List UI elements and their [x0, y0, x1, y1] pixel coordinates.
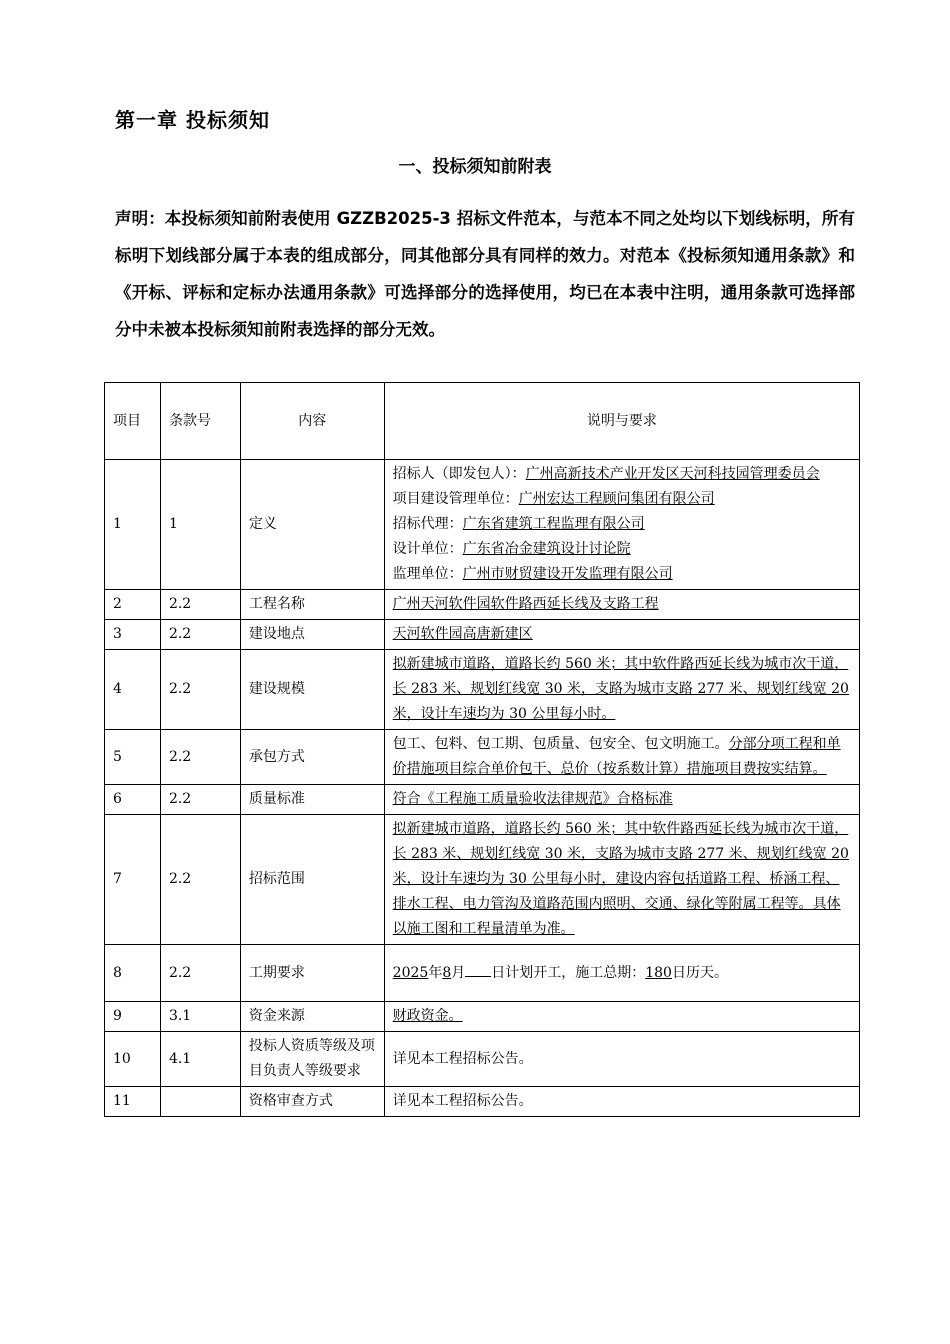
definition-value: 广东省建筑工程监理有限公司 — [462, 516, 645, 532]
table-row — [105, 815, 860, 945]
start-text: 日计划开工，施工总期： — [491, 964, 646, 981]
cell-content: 质量标准 — [240, 785, 384, 815]
table-row — [105, 1087, 860, 1117]
cell-item: 10 — [105, 1032, 161, 1087]
definition-label: 设计单位： — [392, 541, 463, 557]
definition-value: 广州高新技术产业开发区天河科技园管理委员会 — [525, 466, 820, 482]
description-text: 符合《工程施工质量验收法律规范》合格标准 — [392, 791, 673, 807]
cell-item: 3 — [105, 620, 161, 650]
description-text: 天河软件园高唐新建区 — [392, 626, 533, 642]
cell-item: 4 — [105, 650, 161, 730]
year-text: 年 — [428, 964, 443, 981]
header-clause: 条款号 — [160, 383, 240, 460]
start-year: 2025 — [392, 964, 429, 981]
cell-item: 7 — [105, 815, 161, 945]
cell-content: 工期要求 — [240, 945, 384, 1002]
cell-item: 1 — [105, 460, 161, 590]
cell-description — [384, 460, 859, 590]
description-text: 详见本工程招标公告。 — [392, 1093, 533, 1109]
definition-value: 广东省冶金建筑设计讨论院 — [462, 541, 631, 557]
cell-description — [384, 650, 859, 730]
table-row — [105, 460, 860, 590]
description-text: 拟新建城市道路，道路长约 560 米；其中软件路西延长线为城市次干道，长 283 米、规划红线宽 30 米，支路为城市支路 277 米、规划红线宽 20 米，设计车速均为 30 公里每小时，建设内容包括道路工程、桥涵工程、排水工程、电力管沟及道路范围内照明、交通、绿化等附属工程等。具体以施工图和工程量清单为准。 — [392, 821, 849, 937]
chapter-title: 第一章 投标须知 — [115, 108, 270, 132]
table-row — [105, 730, 860, 785]
appendix-table — [104, 382, 860, 1117]
cell-clause: 3.1 — [160, 1002, 240, 1032]
cell-content: 资金来源 — [240, 1002, 384, 1032]
definition-label: 招标代理： — [392, 516, 463, 532]
description-text: 财政资金。 — [392, 1008, 463, 1024]
cell-description — [384, 785, 859, 815]
cell-clause: 2.2 — [160, 815, 240, 945]
table-header-row — [105, 383, 860, 460]
cell-item: 6 — [105, 785, 161, 815]
cell-description — [384, 1002, 859, 1032]
cell-clause: 2.2 — [160, 730, 240, 785]
cell-description — [384, 1087, 859, 1117]
description-text: 拟新建城市道路，道路长约 560 米；其中软件路西延长线为城市次干道，长 283 米、规划红线宽 30 米，支路为城市支路 277 米、规划红线宽 20 米，设计车速均为 30 公里每小时。 — [392, 656, 849, 722]
header-item: 项目 — [105, 383, 161, 460]
cell-item: 8 — [105, 945, 161, 1002]
cell-content: 资格审查方式 — [240, 1087, 384, 1117]
cell-description — [384, 815, 859, 945]
description-text: 详见本工程招标公告。 — [392, 1050, 533, 1067]
days-text: 日历天。 — [671, 964, 728, 981]
table-row — [105, 650, 860, 730]
section-title: 一、投标须知前附表 — [398, 157, 552, 177]
cell-item: 11 — [105, 1087, 161, 1117]
cell-item: 2 — [105, 590, 161, 620]
duration-days: 180 — [645, 964, 672, 981]
cell-clause: 2.2 — [160, 620, 240, 650]
statement-paragraph: 声明：本投标须知前附表使用 GZZB2025-3 招标文件范本，与范本不同之处均以下划线标明，所有标明下划线部分属于本表的组成部分，同其他部分具有同样的效力。对范本《投标须知通用条款》和《开标、评标和定标办法通用条款》可选择部分的选择使用，均已在本表中注明，通用条款可选择部分中未被本投标须知前附表选择的部分无效。 — [115, 209, 855, 339]
cell-clause: 4.1 — [160, 1032, 240, 1087]
cell-description — [384, 945, 859, 1002]
table-row — [105, 620, 860, 650]
header-content: 内容 — [240, 383, 384, 460]
definition-line — [393, 487, 851, 512]
cell-item: 9 — [105, 1002, 161, 1032]
cell-description — [384, 590, 859, 620]
cell-content: 招标范围 — [240, 815, 384, 945]
start-day-blank — [465, 962, 491, 977]
description-underlined: 分部分项工程和单价措施项目综合单价包干、总价（按系数计算）措施项目费按实结算。 — [392, 736, 841, 777]
cell-item: 5 — [105, 730, 161, 785]
table-row — [105, 945, 860, 1002]
cell-description — [384, 1032, 859, 1087]
cell-content: 投标人资质等级及项目负责人等级要求 — [240, 1032, 384, 1087]
definition-value: 广州市财贸建设开发监理有限公司 — [462, 566, 673, 582]
table-row — [105, 785, 860, 815]
header-description: 说明与要求 — [384, 383, 859, 460]
definition-value: 广州宏达工程顾问集团有限公司 — [518, 491, 715, 507]
cell-clause: 2.2 — [160, 785, 240, 815]
cell-clause: 2.2 — [160, 650, 240, 730]
cell-content: 承包方式 — [240, 730, 384, 785]
cell-content: 工程名称 — [240, 590, 384, 620]
cell-clause: 2.2 — [160, 590, 240, 620]
description-plain: 包工、包料、包工期、包质量、包安全、包文明施工。 — [392, 736, 729, 752]
cell-clause — [160, 1087, 240, 1117]
definition-label: 监理单位： — [392, 566, 463, 582]
table-row — [105, 1002, 860, 1032]
description-text: 广州天河软件园软件路西延长线及支路工程 — [392, 596, 659, 612]
cell-description — [384, 620, 859, 650]
definition-label: 项目建设管理单位： — [392, 491, 519, 507]
definition-label: 招标人（即发包人）： — [392, 466, 526, 482]
cell-content: 定义 — [240, 460, 384, 590]
cell-clause: 1 — [160, 460, 240, 590]
cell-content: 建设规模 — [240, 650, 384, 730]
definition-line — [393, 537, 851, 562]
table-row — [105, 590, 860, 620]
definition-line — [393, 512, 851, 537]
cell-description — [384, 730, 859, 785]
cell-content: 建设地点 — [240, 620, 384, 650]
table-row — [105, 1032, 860, 1087]
month-text: 月 — [451, 964, 466, 981]
start-month: 8 — [442, 964, 452, 981]
definition-line — [393, 562, 851, 587]
cell-clause: 2.2 — [160, 945, 240, 1002]
